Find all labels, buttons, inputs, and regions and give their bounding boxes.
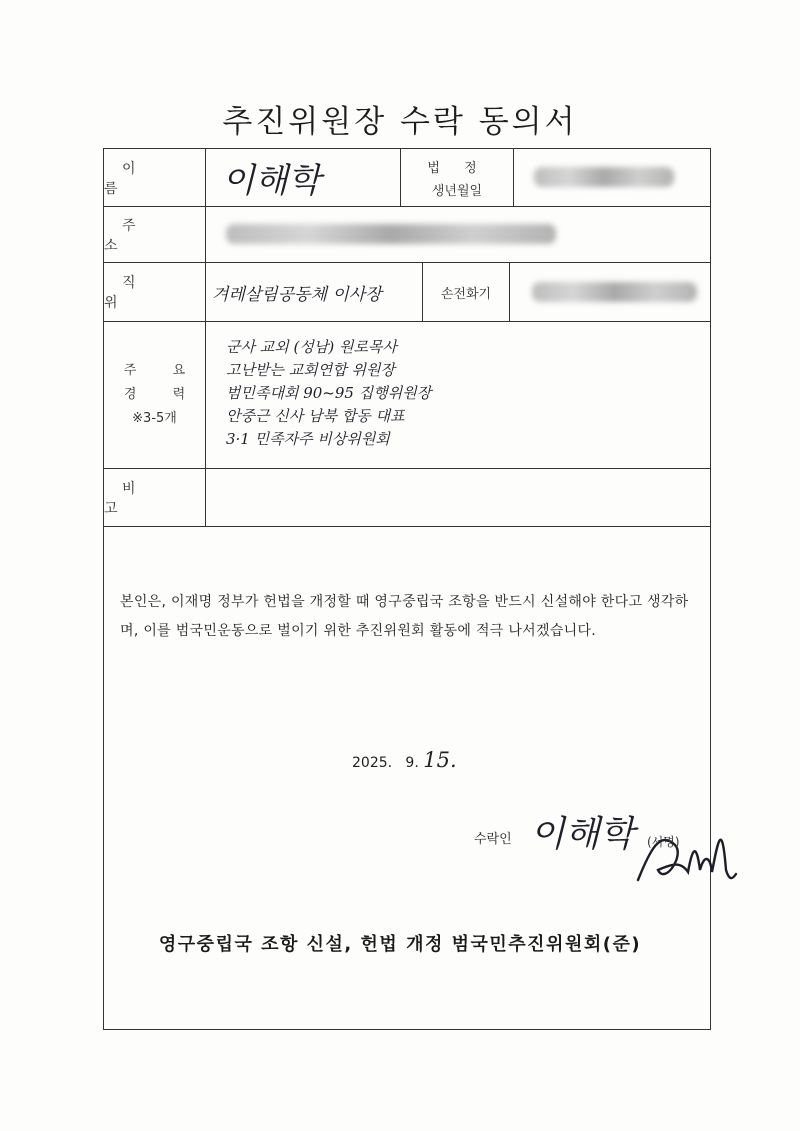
signature-mark: (서명) [647, 835, 680, 849]
consent-statement: 본인은, 이재명 정부가 헌법을 개정할 때 영구중립국 조항을 반드시 신설해야 한다고 생각하며, 이를 범국민운동으로 벌이기 위한 추진위원회 활동에 적극 나서겠습니다. [120, 594, 689, 639]
career-item: 고난받는 교회연합 위원장 [226, 361, 395, 379]
name-row [104, 149, 710, 207]
career-item: 안중근 신사 남북 합동 대표 [226, 407, 405, 425]
position-row [104, 263, 710, 322]
career-label-line1: 주 요 [123, 363, 202, 378]
position-value: 겨레살림공동체 이사장 [212, 284, 382, 305]
position-label: 직 위 [104, 263, 206, 321]
birth-label [400, 149, 514, 206]
career-label-line2: 경 력 [123, 387, 202, 402]
career-item: 3·1 민족자주 비상위원회 [226, 430, 390, 448]
career-label [104, 322, 206, 468]
name-label: 이 름 [104, 149, 206, 206]
birth-date-redacted [534, 167, 674, 187]
address-row [104, 207, 710, 263]
career-label-line3: ※3-5개 [132, 411, 177, 426]
career-list [226, 336, 431, 451]
birth-label-line1: 법 정 [427, 160, 487, 176]
career-item: 군사 교외 (성남) 원로목사 [226, 338, 397, 356]
date-printed: 2025. 9. [352, 755, 419, 771]
remarks-row [104, 469, 710, 527]
career-item: 범민족대회 90~95 집행위원장 [226, 384, 432, 402]
signer-label: 수락인 [474, 832, 512, 847]
birth-label-line2: 생년월일 [431, 183, 483, 199]
remarks-label: 비 고 [104, 469, 206, 526]
signer-name-handwritten: 이해학 [530, 814, 635, 855]
signing-date [352, 748, 457, 772]
signature-scrawl [630, 810, 740, 900]
date-day-handwritten: 15. [423, 748, 457, 772]
phone-redacted [532, 282, 697, 302]
organization-name: 영구중립국 조항 신설, 헌법 개정 범국민추진위원회(준) [158, 934, 642, 955]
address-redacted [226, 224, 556, 244]
name-value: 이해학 [222, 161, 321, 201]
document-title: 추진위원장 수락 동의서 [222, 104, 578, 140]
career-row [104, 322, 710, 469]
address-label: 주 소 [104, 207, 206, 262]
phone-label: 손전화기 [422, 263, 510, 321]
